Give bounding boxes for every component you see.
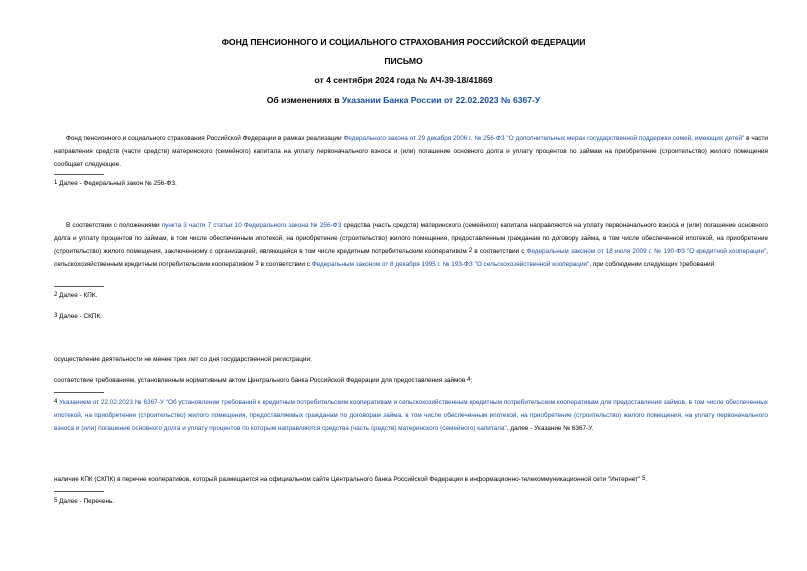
- requirement-end: ;: [470, 377, 473, 384]
- requirement-3: [54, 473, 647, 486]
- paragraph-text: средства (часть средств) материнского (семейного) капитала направляются на уплату первоначального взноса и (или) погашение основного долга и уплату процентов по займам, в том числе обеспеченным ипотекой, на приобретение (строительство) жилого помещения, предоставленным гражданам по договору займа, в том числе обеспеченной ипотекой, на приобретение (строительство) жилого помещения, заключенному с организацией, являющейся в том числе кредитным потребительским кооперативом: [54, 222, 768, 255]
- paragraph-text: в соответствии с: [258, 261, 312, 268]
- footnote-marker: 3: [54, 313, 58, 319]
- subject-prefix: Об изменениях в: [266, 95, 342, 105]
- document-date-number: от 4 сентября 2024 года № АЧ-39-18/41869: [314, 75, 493, 85]
- requirement-text: соответствие требованиям, установленным нормативным актом Центрального банка Российской Федерации для предоставления займов: [54, 377, 468, 384]
- paragraph-intro: [54, 132, 768, 171]
- footnote-1: [54, 177, 768, 190]
- paragraph-text: Фонд пенсионного и социального страхования Российской Федерации в рамках реализации: [66, 135, 344, 142]
- footnote-divider: [54, 491, 104, 492]
- requirement-2: [54, 374, 472, 387]
- paragraph-requirements-intro: [54, 219, 768, 271]
- law-256-link[interactable]: Федерального закона от 29 декабря 2006 г. № 256-ФЗ "О дополнительных мерах государственной поддержки семей, имеющих детей": [343, 135, 745, 142]
- paragraph-text: в части направления средств (части средств) материнского (семейного) капитала на уплату первоначального взноса и (или) погашение основного долга и уплату процентов по займам на приобретение (строительство) жилого помещения сообщает следующее.: [54, 135, 768, 168]
- footnote-5: [54, 495, 768, 508]
- footnote-marker: 5: [54, 498, 58, 504]
- requirement-text: наличие КПК (СКПК) в перечне кооперативов, который размещается на официальном сайте Центрального банка Российской Федерации в информационно-телекоммуникационной сети "Интернет": [54, 476, 643, 483]
- requirement-1: осуществление деятельности не менее трех лет со дня государственной регистрации;: [54, 356, 312, 363]
- footnote-text: Далее - СКПК.: [57, 313, 102, 320]
- footnote-marker[interactable]: 5: [642, 476, 646, 482]
- footnote-marker: 2: [54, 292, 58, 298]
- footnote-marker[interactable]: 4: [467, 377, 471, 383]
- footnote-text: Далее - Федеральный закон № 256-ФЗ.: [57, 180, 177, 187]
- footnote-text: Далее - КПК.: [57, 292, 98, 299]
- paragraph-text: , при соблюдении следующих требований:: [589, 261, 716, 268]
- footnote-marker[interactable]: 3: [255, 261, 259, 267]
- ukazanie-6367-link[interactable]: Указанием от 22.02.2023 № 6367-У "Об установлении требований к кредитным потребительским кооперативам и сельскохозяйственным кредитным потребительским кооперативам для предоставления займов, в том числе обеспеченных ипотекой, на приобретение (строительство) жилого помещения, предоставляемых гражданам по договорам займа, в том числе обеспеченным ипотекой, на приобретение (строительство) жилого помещения, на уплату первоначального взноса и (или) погашение основного долга и уплату процентов по которым направляются средства (часть средств) материнского (семейного) капитала": [54, 399, 768, 432]
- paragraph-text: в соответствии с: [472, 248, 527, 255]
- organization-title: ФОНД ПЕНСИОННОГО И СОЦИАЛЬНОГО СТРАХОВАНИЯ РОССИЙСКОЙ ФЕДЕРАЦИИ: [221, 37, 586, 47]
- footnote-divider: [54, 286, 104, 287]
- footnote-4: [54, 396, 768, 435]
- footnote-marker: 4: [54, 399, 58, 405]
- document-type: ПИСЬМО: [384, 56, 423, 66]
- paragraph-text: , сельскохозяйственным кредитным потребительским кооперативом: [54, 248, 769, 268]
- footnote-2: [54, 289, 768, 302]
- article-10-link[interactable]: пункта 3 части 7 статьи 10 Федерального закона № 256-ФЗ: [161, 222, 342, 229]
- footnote-marker: 1: [54, 180, 58, 186]
- document-subject: [0, 95, 807, 105]
- requirement-end: .: [645, 476, 648, 483]
- subject-link[interactable]: Указании Банка России от 22.02.2023 № 6367-У: [341, 95, 541, 105]
- footnote-divider: [54, 392, 104, 393]
- footnote-divider: [54, 174, 104, 175]
- paragraph-text: В соответствии с положениями: [66, 222, 162, 229]
- footnote-text: Далее - Перечень.: [57, 498, 115, 505]
- footnote-text: , далее - Указание № 6367-У.: [506, 425, 594, 432]
- law-193-link[interactable]: Федеральным законом от 8 декабря 1995 г. № 193-ФЗ "О сельскохозяйственной кооперации": [311, 261, 590, 268]
- law-190-link[interactable]: Федеральным законом от 18 июля 2009 г. № 190-ФЗ "О кредитной кооперации": [526, 248, 767, 255]
- footnote-3: [54, 310, 768, 323]
- footnote-marker[interactable]: 2: [468, 248, 473, 254]
